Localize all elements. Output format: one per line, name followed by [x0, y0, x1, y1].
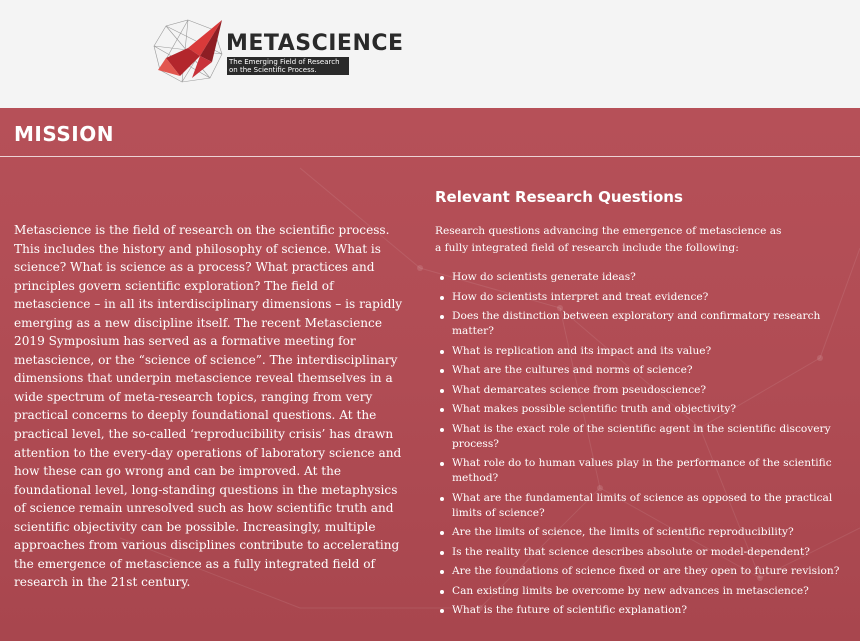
list-item: What demarcates science from pseudoscience?	[437, 383, 847, 398]
list-item: What makes possible scientific truth and objectivity?	[437, 402, 847, 417]
heading-divider	[0, 156, 860, 157]
site-header	[0, 0, 860, 108]
mission-intro-text: Metascience is the field of research on the scientific process. This includes the history and philosophy of science. What is science? What is science as a process? What practices and principles govern scientific exploration? The field of metascience – in all its interdisciplinary dimensions – is rapidly emerging as a new discipline itself. The recent Metascience 2019 Symposium has served as a formative meeting for metascience, or the “science of science”. The interdisciplinary dimensions that underpin metascience reveal themselves in a wide spectrum of meta-research topics, ranging from very practical concerns to deeply foundational questions. At the practical level, the so-called ‘reproducibility crisis’ has drawn attention to the every-day operations of laboratory science and how these can go wrong and can be improved. At the foundational level, long-standing questions in the metaphysics of science remain unresolved such as how scientific truth and scientific objectivity can be possible. Increasingly, multiple approaches from various disciplines contribute to accelerating the emergence of metascience as a fully integrated field of research in the 21st century.	[14, 223, 403, 590]
list-item: What are the fundamental limits of science as opposed to the practical limits of science?	[437, 491, 847, 521]
list-item: Are the foundations of science fixed or are they open to future revision?	[437, 564, 847, 579]
list-item: What are the cultures and norms of science?	[437, 363, 847, 378]
list-item: Is the reality that science describes absolute or model-dependent?	[437, 545, 847, 560]
research-questions-heading: Relevant Research Questions	[435, 188, 683, 206]
research-questions-intro: Research questions advancing the emergence of metascience as a fully integrated field of research include the following:	[435, 225, 782, 254]
list-item: What is replication and its impact and its value?	[437, 344, 847, 359]
list-item: What role do to human values play in the performance of the scientific method?	[437, 456, 847, 486]
list-item: How do scientists interpret and treat evidence?	[437, 290, 847, 305]
logo-tagline: The Emerging Field of Research on the Scientific Process.	[227, 57, 349, 75]
list-item: What is the exact role of the scientific agent in the scientific discovery process?	[437, 422, 847, 452]
list-item: How do scientists generate ideas?	[437, 270, 847, 285]
logo-title: METASCIENCE	[226, 31, 404, 56]
metascience-logo[interactable]	[152, 18, 402, 84]
list-item: Can existing limits be overcome by new advances in metascience?	[437, 584, 847, 599]
list-item: Are the limits of science, the limits of scientific reproducibility?	[437, 525, 847, 540]
mission-section	[0, 108, 860, 641]
list-item: What is the future of scientific explanation?	[437, 603, 847, 618]
polyhedron-logo-icon	[152, 18, 224, 84]
research-questions-list	[437, 270, 847, 623]
list-item: Does the distinction between exploratory and confirmatory research matter?	[437, 309, 847, 339]
mission-heading: MISSION	[14, 122, 114, 146]
